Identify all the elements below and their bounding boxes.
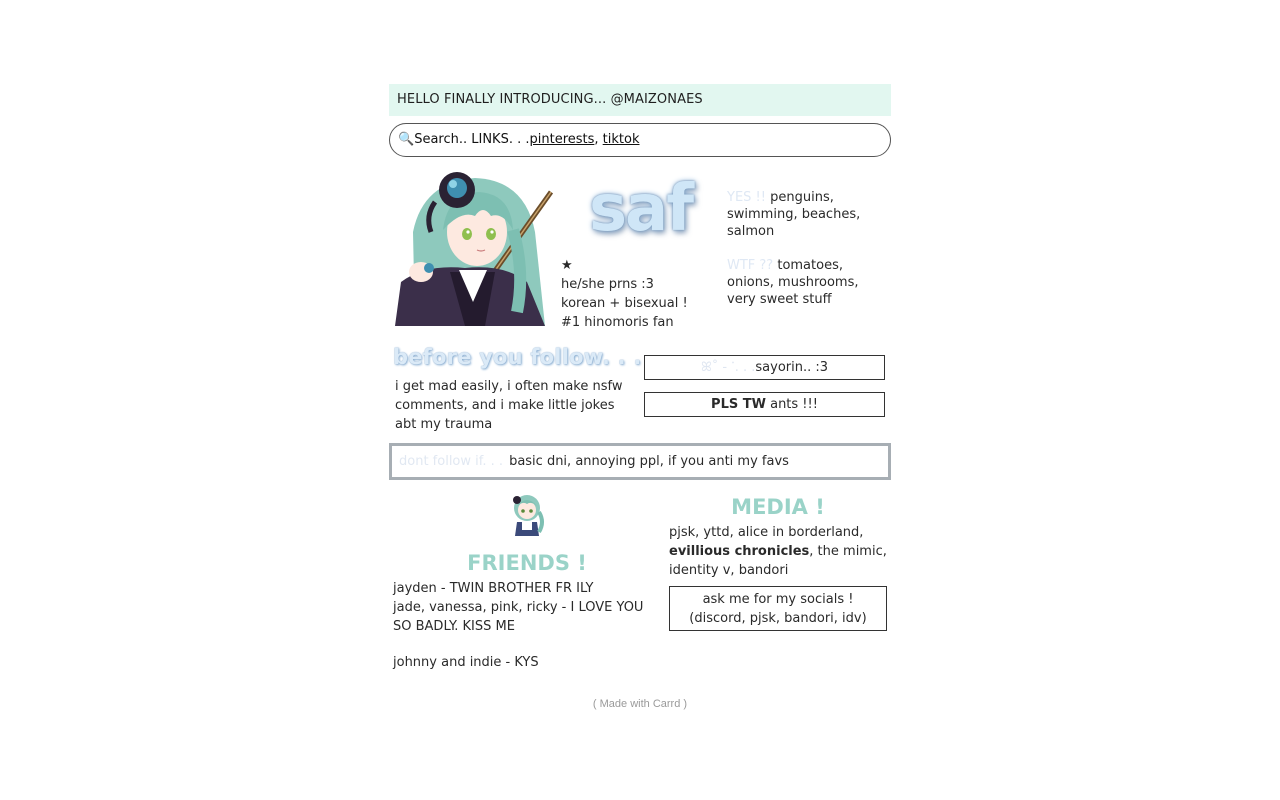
before-follow-title: before you follow. . . bbox=[393, 345, 642, 369]
search-bar bbox=[389, 123, 891, 157]
sayorin-text: sayorin.. :3 bbox=[755, 360, 829, 375]
pronouns: he/she prns :3 bbox=[561, 277, 654, 292]
wtf-items: tomatoes, onions, mushrooms, very sweet stuff bbox=[727, 258, 859, 307]
wtf-label: WTF ?? bbox=[727, 258, 778, 273]
identity: korean + bisexual ! bbox=[561, 296, 688, 311]
socials-line-1: ask me for my socials ! bbox=[702, 592, 854, 607]
likes-yes bbox=[727, 189, 877, 240]
footer-credit[interactable] bbox=[389, 697, 891, 711]
media-list bbox=[669, 523, 889, 580]
media-bold: evillious chronicles bbox=[669, 544, 810, 559]
pinterest-link[interactable]: pinterests bbox=[529, 132, 595, 147]
friend-line: jayden - TWIN BROTHER FR ILY bbox=[393, 581, 594, 596]
chibi-icon bbox=[505, 492, 549, 540]
bio bbox=[561, 256, 721, 332]
socials-box bbox=[669, 586, 887, 631]
search-separator: , bbox=[594, 132, 603, 147]
friends-title: FRIENDS ! bbox=[467, 551, 587, 575]
tw-text: ants !!! bbox=[765, 397, 818, 412]
yes-items: penguins, swimming, beaches, salmon bbox=[727, 190, 861, 239]
friend-line: jade, vanessa, pink, ricky - I LOVE YOU SO BADLY. KISS ME bbox=[393, 600, 644, 634]
media-post: , the mimic, identity v, bandori bbox=[669, 544, 887, 578]
friend-line: johnny and indie - KYS bbox=[393, 655, 539, 670]
media-title: MEDIA ! bbox=[731, 495, 825, 519]
magnifier-icon: 🔍 bbox=[398, 132, 415, 147]
header-title: HELLO FINALLY INTRODUCING... @MAIZONAES bbox=[397, 92, 703, 107]
likes-wtf bbox=[727, 257, 877, 308]
dni-text: basic dni, annoying ppl, if you anti my favs bbox=[509, 454, 789, 469]
sayorin-decoration: ꕤ˚ - ᱸ. . . bbox=[700, 360, 756, 375]
friends-list bbox=[393, 579, 663, 672]
tw-bold: PLS TW bbox=[711, 397, 766, 412]
sayorin-box bbox=[644, 355, 885, 380]
tw-box bbox=[644, 392, 885, 417]
star-icon: ★ bbox=[561, 258, 573, 273]
before-follow-desc: i get mad easily, i often make nsfw comments, and i make little jokes abt my trauma bbox=[395, 379, 623, 432]
media-pre: pjsk, yttd, alice in borderland, bbox=[669, 525, 864, 540]
search-prefix: Search.. LINKS. . . bbox=[414, 132, 530, 147]
header-bar bbox=[389, 84, 891, 116]
fan-line: #1 hinomoris fan bbox=[561, 315, 674, 330]
likes-section bbox=[727, 189, 877, 325]
tiktok-link[interactable]: tiktok bbox=[602, 132, 640, 147]
made-with-carrd-link[interactable]: ( Made with Carrd ) bbox=[592, 698, 688, 710]
character-portrait bbox=[395, 172, 553, 326]
dni-label: dont follow if. . . bbox=[399, 454, 504, 469]
yes-label: YES !! bbox=[727, 190, 771, 205]
dni-box bbox=[389, 443, 891, 480]
logo-text: saf bbox=[588, 172, 693, 246]
socials-line-2: (discord, pjsk, bandori, idv) bbox=[689, 611, 867, 626]
